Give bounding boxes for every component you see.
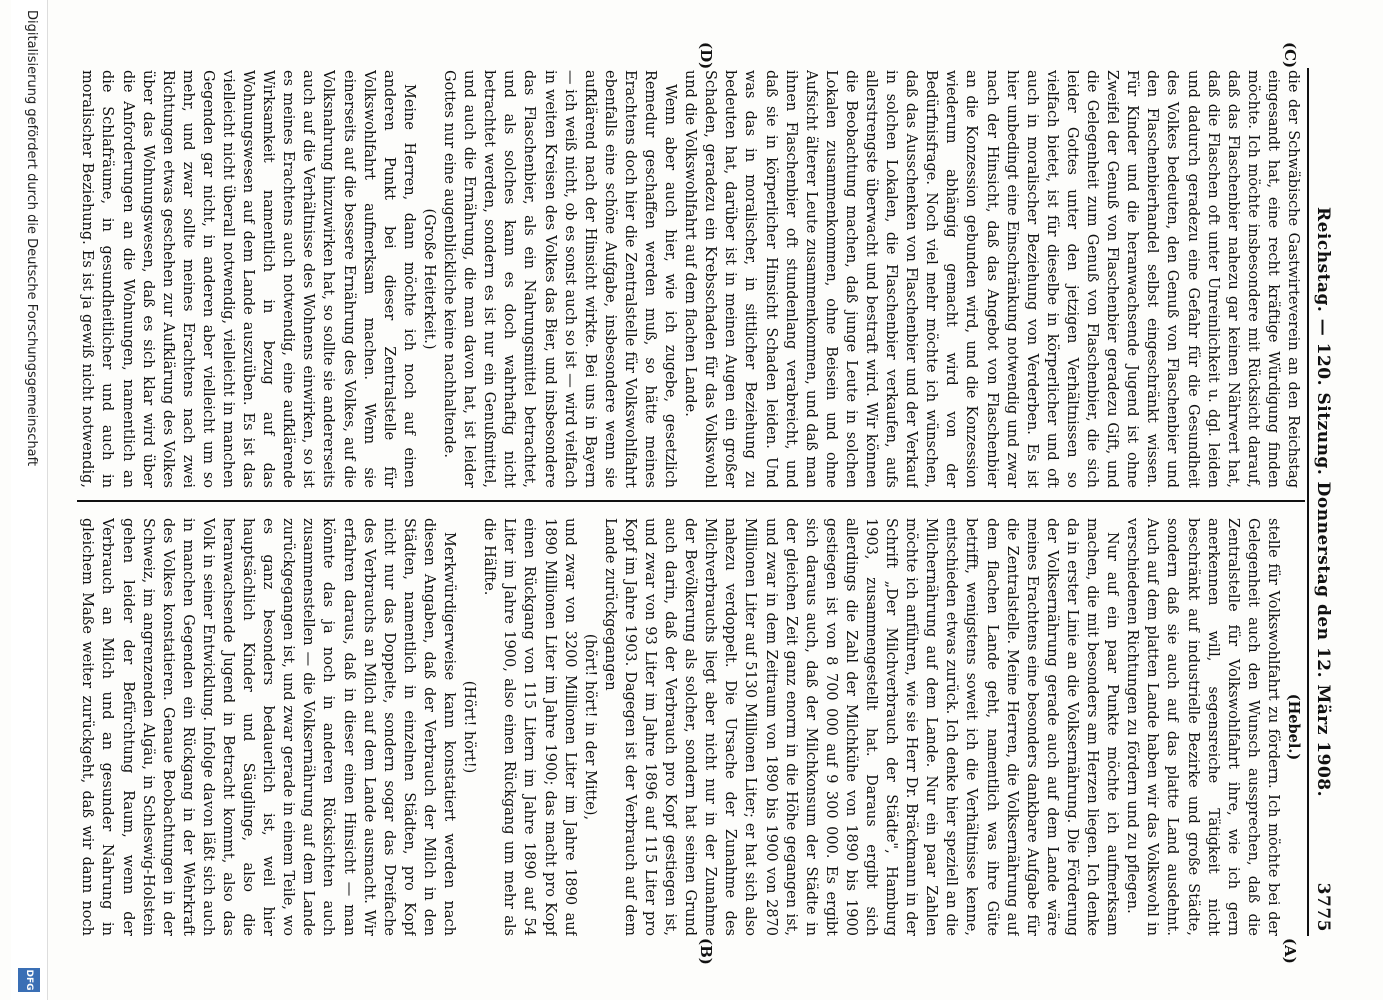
margin-marker-b: (B) (697, 938, 715, 965)
paragraph: stelle für Volkswohlfahrt zu fördern. Ich möchte bei der Gelegenheit auch den Wunsch aussprechen, daß die Zentralstelle für Volkswohlfahrt ihre, wie ich gern anerkennen will, segensreiche Tätigkeit nicht beschränkt auf industrielle Bezirke und große Städte, sondern daß sie auch auf das platte Land ausdehnt. Auch auf dem platten Lande haben wir das Volkswohl in verschiedenen Richtungen zu fördern und zu pflegen. (1124, 518, 1281, 936)
margin-marker-a: (A) (1281, 938, 1299, 964)
credit-text: Digitalisierung gefördert durch die Deutsche Forschungsgemeinschaft (24, 10, 39, 467)
interjection: (Hört! hört!) (461, 680, 478, 774)
right-column (77, 70, 1303, 488)
margin-marker-c: (C) (1281, 42, 1299, 69)
speaker-name: (Hebel.) (1285, 693, 1302, 761)
digitization-credit (11, 0, 48, 1000)
paragraph: Merkwürdigerweise kann konstatiert werden nach diesen Angaben, daß der Verbrauch der Milch in den Städten, namentlich in einzelnen Städten, pro Kopf nicht nur das Doppelte, sondern sogar das Dreifache des Verbrauchs an Milch auf dem Lande ausmacht. Wir erfahren daraus, daß in dieser einen Hinsicht — man könnte das ja noch in anderen Rücksichten auch zusammenstellen — die Volksernährung auf dem Lande zurückgegangen ist, und zwar gerade in einem Teile, wo es ganz besonders bedauerlich ist, weil hier hauptsächlich Kinder und Säuglinge, also die heranwachsende Jugend in Betracht kommt, also das Volk in seiner Entwicklung. Infolge davon läßt sich auch in manchen Gegenden ein Rückgang in der Wehrkraft des Volkes konstatieren. Genaue Beobachtungen in der Schweiz, im angrenzenden Algäu, in Schleswig-Holstein gehen leider der Befürchtung Raum, wenn der Verbrauch an Milch und an gesunder Nahrung in gleichem Maße weiter zurückgeht, daß wir dann noch (79, 518, 458, 936)
left-column (77, 518, 1303, 936)
page-number: 3775 (1313, 882, 1333, 932)
paragraph: und zwar von 3200 Millionen Liter im Jahre 1890 auf 1890 Millionen Liter im Jahre 1900; das macht pro Kopf einen Rückgang von 115 Litern im Jahre 1890 auf 54 Liter im Jahre 1900, also einen Rückgang um mehr als die Hälfte. (481, 518, 578, 936)
header-title: Reichstag. — 120. Sitzung. Donnerstag den 12. März 1908. (1313, 206, 1333, 798)
paragraph: die der Schwäbische Gastwirteverein an den Reichstag eingesandt hat, eine recht kräftige Würdigung finden möchte. Ich möchte insbesondere mit Rücksicht darauf, daß das Flaschenbier nahezu gar keinen Nährwert hat, daß die Flaschen oft unter Unreinlichkeit u. dgl. leiden und dadurch geradezu eine Gefahr für die Gesundheit des Volkes bedeuten, den Genuß von Flaschenbier und den Flaschenbierhandel selbst eingeschränkt wissen. Für Kinder und die heranwachsende Jugend ist ohne Zweifel der Genuß von Flaschenbier geradezu Gift, und die Gelegenheit zum Genuß von Flaschenbier, die sich leider Gottes unter den jetzigen Verhältnissen so vielfach bietet, ist für dieselbe in körperlicher und oft auch in moralischer Beziehung von Verderben. Es ist hier unbedingt eine Einschränkung notwendig und zwar nach der Hinsicht, daß das Angebot von Flaschenbier an die Konzession gebunden wird, und die Konzession wiederum abhängig gemacht wird von der Bedürfnisfrage. Noch viel mehr möchte ich wünschen, daß das Ausschenken von Flaschenbier und der Verkauf in solchen Lokalen, die Flaschenbier verkaufen, aufs allerstrengste überwacht und bestraft wird. Wir können die Beobachtung machen, daß junge Leute in solchen Lokalen zusammenkommen, ohne Beisein und ohne Aufsicht älterer Leute zusammenkommen, und daß man ihnen Flaschenbier oft stundenlang verabreicht, und daß sie in körperlicher Hinsicht Schaden leiden. Und was das in moralischer, in sittlicher Beziehung zu bedeuten hat, darüber ist in meinen Augen ein großer Schaden, geradezu ein Krebsschaden für das Volkswohl und die Volkswohlfahrt auf dem flachen Lande. (682, 70, 1301, 488)
column-divider (77, 500, 1305, 502)
interjection: (hört! hört! in der Mitte), (581, 633, 598, 821)
header-rule (1307, 68, 1309, 936)
margin-marker-d: (D) (697, 42, 715, 70)
paragraph: Nur auf ein paar Punkte möchte ich aufmerksam machen, die mit besonders am Herzen liegen. Ich denke da in erster Linie an die Volksernährung. Die Förderung der Volksernährung gerade auch auf dem Lande wäre meines Erachtens eine besonders dankbare Aufgabe für die Zentralstelle. Meine Herren, die Volksernährung auf dem flachen Lande geht, namentlich was ihre Güte betrifft, wenigstens soweit ich die Verhältnisse kenne, entschieden etwas zurück. Ich denke hier speziell an die Milchernährung auf dem Lande. Nur ein paar Zahlen möchte ich anführen, wie sie Herr Dr. Bräckmann in der Schrift „Der Milchverbrauch der Städte", Hamburg 1903, zusammengestellt hat. Daraus ergibt sich allerdings die Zahl der Milchkühe von 1890 bis 1900 gestiegen ist von 8 700 000 auf 9 300 000. Es ergibt sich daraus auch, daß der Milchkonsum der Städte in der gleichen Zeit ganz enorm in die Höhe gegangen ist, und zwar in dem Zeitraum von 1890 bis 1900 von 2870 Millionen Liter auf 5130 Millionen Liter; er hat sich also nahezu verdoppelt. Die Ursache der Zunahme des Milchverbrauchs liegt aber nicht nur in der Zunahme der Bevölkerung als solcher, sondern hat seinen Grund auch darin, daß der Verbrauch pro Kopf gestiegen ist, und zwar von 93 Liter im Jahre 1896 auf 115 Liter pro Kopf im Jahre 1903. Dagegen ist der Verbrauch auf dem Lande zurückgegangen (601, 518, 1121, 936)
interjection: (Große Heiterkeit.) (420, 208, 437, 350)
paragraph: Wenn aber auch hier, wie ich zugebe, gesetzlich Remedur geschaffen werden muß, so hätte meines Erachtens doch hier die Zentralstelle für Volkswohlfahrt ebenfalls eine schöne Aufgabe, insbesondere wenn sie aufklärend nach der Hinsicht wirkte. Bei uns in Bayern — ich weiß nicht, ob es sonst auch so ist — wird vielfach in weiten Kreisen des Volkes das Bier, und insbesondere das Flaschenbier, als ein Nahrungsmittel betrachtet, und als solches kann es doch wahrhaftig nicht betrachtet werden, sondern es ist nur ein Genußmittel, und auch die Ernährung, die man davon hat, ist leider Gottes nur eine augenblickliche keine nachhaltende. (441, 70, 679, 488)
dfg-logo-icon: DFG (18, 968, 40, 992)
paragraph: Meine Herren, dann möchte ich noch auf einen anderen Punkt bei dieser Zentralstelle für Volkswohlfahrt aufmerksam machen. Wenn sie einerseits auf die bessere Ernährung des Volkes, auf die Volksnahrung hinzuwirken hat, so sollte sie andererseits auch auf die Verhältnisse des Wohnens einwirken, so ist es meines Erachtens auch notwendig, eine aufklärende Wirksamkeit namentlich in bezug auf das Wohnungswesen auf dem Lande auszuüben. Es ist das vielleicht nicht überall notwendig, vielleicht in manchen Gegenden gar nicht, in anderen aber vielleicht um so mehr, und zwar sollte meines Erachtens nach zwei Richtungen etwas geschehen zur Aufklärung des Volkes über das Wohnungswesen, daß es sich klar wird über die Anforderungen an die Wohnungen, namentlich an die Schlafräume, in gesundheitlicher und auch in moralischer Beziehung. Es ist ja gewiß nicht notwendig, (79, 70, 417, 488)
running-header (1307, 68, 1337, 936)
